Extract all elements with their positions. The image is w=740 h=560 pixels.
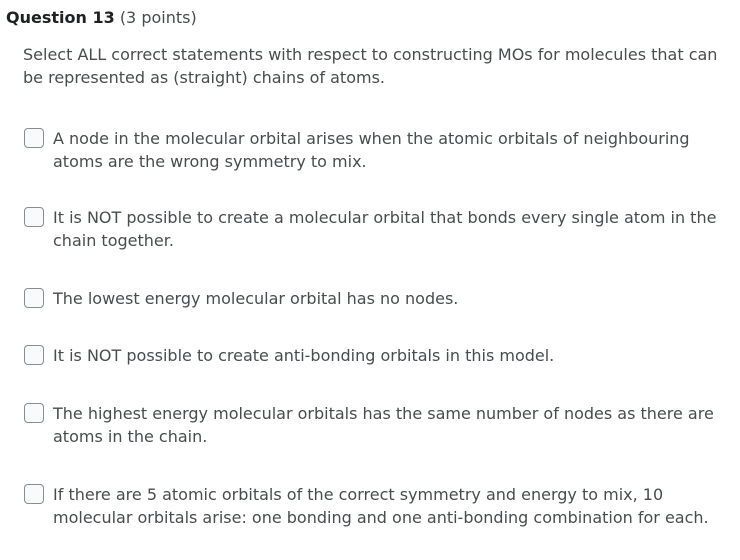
option-1-label: A node in the molecular orbital arises when the atomic orbitals of neighbouring atoms are the wrong symmetry to mix. bbox=[53, 129, 690, 171]
option-3[interactable] bbox=[24, 287, 732, 310]
option-5-checkbox[interactable] bbox=[24, 403, 44, 423]
question-points: (3 points) bbox=[119, 8, 197, 27]
option-2-checkbox[interactable] bbox=[24, 207, 44, 227]
option-4-label: It is NOT possible to create anti-bonding orbitals in this model. bbox=[53, 346, 555, 365]
option-4-checkbox[interactable] bbox=[24, 345, 44, 365]
option-6-label: If there are 5 atomic orbitals of the correct symmetry and energy to mix, 10 molecular orbitals arise: one bonding and one anti-bonding combination for each. bbox=[53, 485, 709, 527]
option-5-label: The highest energy molecular orbitals has the same number of nodes as there are atoms in the chain. bbox=[53, 404, 714, 446]
option-3-checkbox[interactable] bbox=[24, 288, 44, 308]
question-prompt: Select ALL correct statements with respect to constructing MOs for molecules that can be represented as (straight) chains of atoms. bbox=[23, 45, 718, 87]
option-1[interactable] bbox=[24, 127, 732, 173]
option-2[interactable] bbox=[24, 206, 732, 252]
option-5[interactable] bbox=[24, 402, 732, 448]
option-4[interactable] bbox=[24, 344, 732, 367]
option-3-label: The lowest energy molecular orbital has no nodes. bbox=[53, 289, 459, 308]
option-6[interactable] bbox=[24, 483, 732, 529]
question-title: Question 13 bbox=[6, 8, 115, 27]
option-2-label: It is NOT possible to create a molecular orbital that bonds every single atom in the chain together. bbox=[53, 208, 717, 250]
option-6-checkbox[interactable] bbox=[24, 484, 44, 504]
option-1-checkbox[interactable] bbox=[24, 128, 44, 148]
